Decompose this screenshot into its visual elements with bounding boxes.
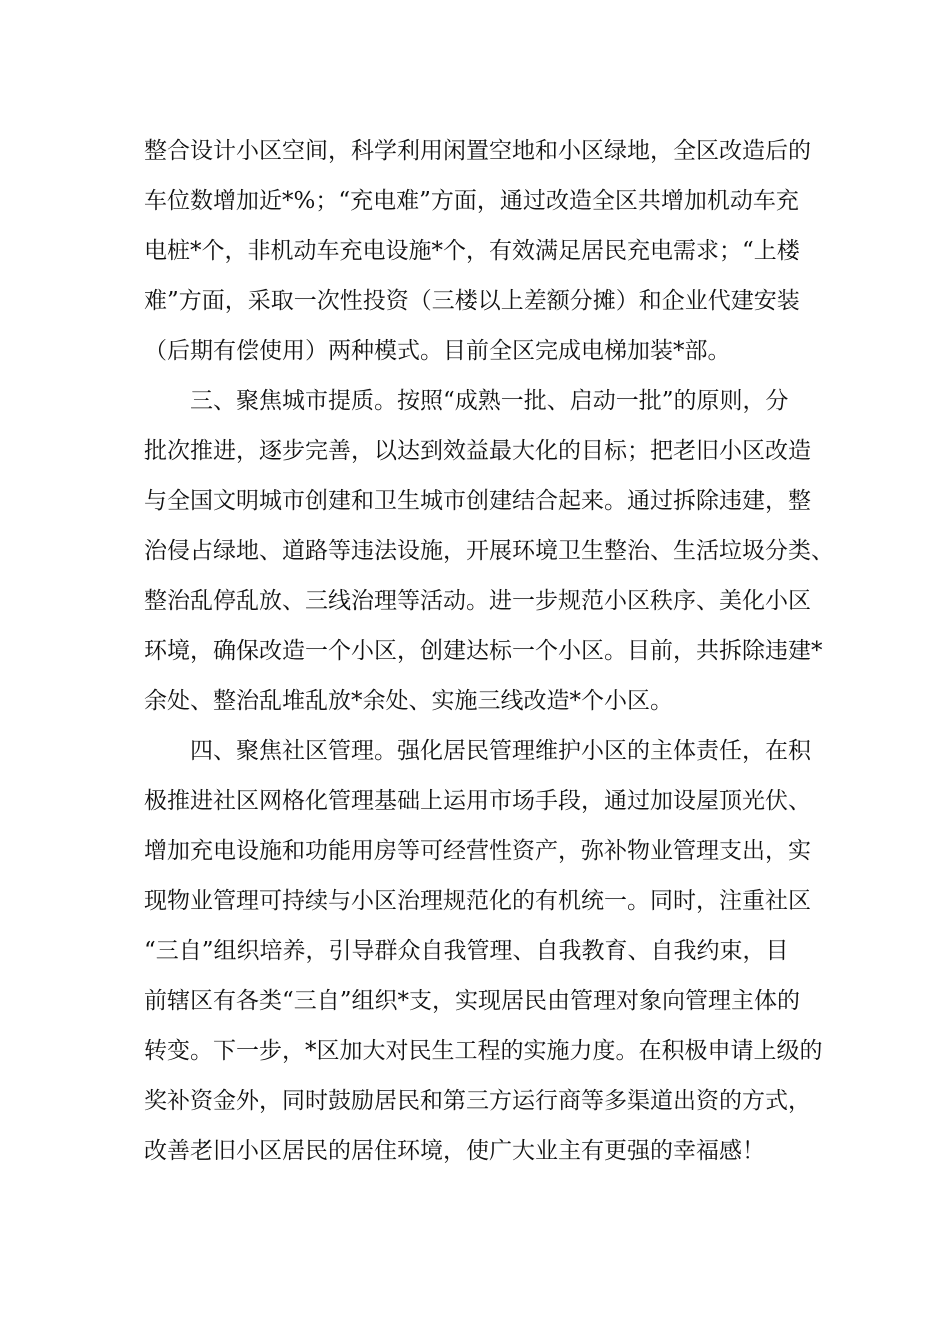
text-line: 整治乱停乱放、三线治理等活动。进一步规范小区秩序、美化小区 (144, 588, 811, 614)
text-line: （后期有偿使用）两种模式。目前全区完成电梯加装*部。 (144, 338, 731, 364)
text-line: 现物业管理可持续与小区治理规范化的有机统一。同时，注重社区 (144, 888, 811, 914)
text-line: 治侵占绿地、道路等违法设施，开展环境卫生整治、生活垃圾分类、 (144, 538, 834, 564)
paragraph-community-management (144, 726, 824, 1176)
text-line: 前辖区有各类“三自”组织*支，实现居民由管理对象向管理主体的 (144, 988, 801, 1014)
text-line: 批次推进，逐步完善，以达到效益最大化的目标；把老旧小区改造 (144, 438, 811, 464)
text-line: 车位数增加近*%；“充电难”方面，通过改造全区共增加机动车充 (144, 188, 799, 214)
paragraph-parking-charging-elevator (144, 126, 824, 376)
text-line: 极推进社区网格化管理基础上运用市场手段，通过加设屋顶光伏、 (144, 788, 811, 814)
text-line: 改善老旧小区居民的居住环境，使广大业主有更强的幸福感！ (144, 1138, 765, 1164)
text-line: 增加充电设施和功能用房等可经营性资产，弥补物业管理支出，实 (144, 838, 811, 864)
text-line: 余处、整治乱堆乱放*余处、实施三线改造*个小区。 (144, 688, 673, 714)
text-line: 环境，确保改造一个小区，创建达标一个小区。目前，共拆除违建* (144, 638, 823, 664)
text-line: 四、聚焦社区管理。强化居民管理维护小区的主体责任，在积 (190, 738, 811, 764)
text-line: 三、聚焦城市提质。按照“成熟一批、启动一批”的原则，分 (190, 388, 789, 414)
text-line: 转变。下一步，*区加大对民生工程的实施力度。在积极申请上级的 (144, 1038, 823, 1064)
paragraph-city-quality (144, 376, 834, 726)
text-line: 奖补资金外，同时鼓励居民和第三方运行商等多渠道出资的方式， (144, 1088, 811, 1114)
text-line: 难”方面，采取一次性投资（三楼以上差额分摊）和企业代建安装 (144, 288, 800, 314)
text-line: 电桩*个，非机动车充电设施*个，有效满足居民充电需求；“上楼 (144, 238, 800, 264)
text-line: 与全国文明城市创建和卫生城市创建结合起来。通过拆除违建，整 (144, 488, 811, 514)
document-body (144, 126, 834, 1176)
text-line: “三自”组织培养，引导群众自我管理、自我教育、自我约束，目 (144, 938, 789, 964)
text-line: 整合设计小区空间，科学利用闲置空地和小区绿地，全区改造后的 (144, 138, 811, 164)
